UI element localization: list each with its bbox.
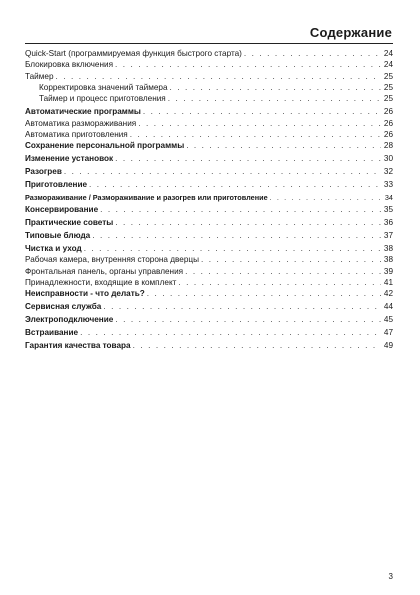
toc-entry-label: Сервисная служба [25,302,102,312]
toc-section[interactable] [25,340,393,351]
toc-entry-label: Размораживание / Размораживание и разогрев или приготовление [25,192,268,202]
dot-leader [80,327,381,338]
dot-leader [186,140,381,151]
toc-section[interactable] [25,204,393,215]
dot-leader [115,59,381,70]
page-title: Содержание [309,25,392,40]
dot-leader [84,243,381,254]
toc-entry-page: 42 [383,289,393,299]
table-of-contents [25,48,393,351]
toc-entry-page: 38 [383,255,393,265]
toc-section[interactable] [25,192,393,203]
toc-entry-page: 38 [383,244,393,253]
dot-leader [244,48,381,59]
toc-section[interactable] [25,243,393,254]
toc-entry-page: 41 [383,278,393,288]
toc-entry-page: 39 [383,266,393,276]
toc-entry-label: Автоматика приготовления [25,129,128,139]
toc-entry-page: 30 [383,154,393,164]
toc-section[interactable] [25,314,393,325]
dot-leader [64,166,381,177]
toc-section[interactable] [25,301,393,312]
toc-entry[interactable] [25,59,393,70]
toc-entry-page: 28 [383,141,393,151]
toc-section[interactable] [25,140,393,151]
toc-section[interactable] [25,153,393,164]
toc-section[interactable] [25,106,393,117]
toc-entry-label: Quick-Start (программируемая функция быстрого старта) [25,49,242,58]
dot-leader [147,288,381,299]
toc-entry-label: Изменение установок [25,154,114,164]
toc-entry-page: 47 [383,327,393,337]
dot-leader [185,266,381,277]
page-number: 3 [388,572,393,581]
dot-leader [138,118,381,129]
toc-entry-page: 49 [383,340,393,350]
dot-leader [270,192,381,203]
toc-entry-label: Практические советы [25,218,114,228]
toc-entry-label: Типовые блюда [25,231,91,241]
toc-entry-label: Приготовление [25,179,88,189]
toc-section[interactable] [25,230,393,241]
toc-entry-page: 24 [383,60,393,70]
toc-entry-page: 44 [383,302,393,312]
toc-section[interactable] [25,217,393,228]
toc-entry-label: Встраивание [25,327,79,337]
dot-leader [168,93,381,104]
toc-section[interactable] [25,327,393,338]
dot-leader [130,129,381,140]
toc-entry-label: Таймер и процесс приготовления [39,94,166,104]
toc-entry-label: Автоматика размораживания [25,118,137,128]
toc-entry-page: 34 [384,192,393,202]
toc-section[interactable] [25,288,393,299]
toc-entry-label: Гарантия качества товара [25,340,131,350]
dot-leader [100,204,381,215]
toc-entry-label: Корректировка значений таймера [39,83,168,93]
toc-entry-page: 36 [383,218,393,228]
toc-entry-label: Сохранение персональной программы [25,141,185,151]
toc-entry-page: 26 [383,107,393,117]
toc-entry-page: 32 [383,166,393,176]
toc-entry-page: 26 [383,129,393,139]
toc-entry[interactable] [25,277,393,288]
dot-leader [201,254,381,265]
toc-entry-label: Электроподключение [25,315,114,325]
title-divider [25,43,393,44]
toc-entry[interactable] [25,254,393,265]
toc-entry[interactable] [25,48,393,59]
dot-leader [115,217,381,228]
dot-leader [89,179,381,190]
toc-entry[interactable] [25,129,393,140]
toc-section[interactable] [25,166,393,177]
toc-entry-label: Чистка и уход [25,244,82,253]
toc-entry-page: 25 [383,71,393,81]
toc-entry[interactable] [25,71,393,82]
toc-entry-label: Автоматические программы [25,107,141,117]
toc-entry-page: 24 [383,49,393,58]
toc-entry-page: 35 [383,205,393,215]
dot-leader [115,153,381,164]
dot-leader [143,106,381,117]
toc-entry-page: 26 [383,118,393,128]
dot-leader [170,82,381,93]
toc-entry-label: Рабочая камера, внутренняя сторона дверцы [25,255,199,265]
toc-entry-page: 33 [383,179,393,189]
dot-leader [178,277,381,288]
toc-entry[interactable] [25,118,393,129]
toc-entry-label: Принадлежности, входящие в комплект [25,278,177,288]
dot-leader [103,301,381,312]
toc-subentry[interactable] [25,82,393,93]
dot-leader [92,230,381,241]
dot-leader [133,340,381,351]
toc-entry-page: 25 [383,94,393,104]
dot-leader [115,314,381,325]
toc-entry-label: Таймер [25,71,54,81]
toc-entry-page: 25 [383,83,393,93]
toc-entry-page: 37 [383,231,393,241]
dot-leader [56,71,382,82]
toc-entry-label: Разогрев [25,166,62,176]
toc-entry[interactable] [25,266,393,277]
toc-subentry[interactable] [25,93,393,104]
toc-entry-page: 45 [383,315,393,325]
toc-entry-label: Консервирование [25,205,99,215]
toc-entry-label: Фронтальная панель, органы управления [25,266,184,276]
toc-entry-label: Блокировка включения [25,60,114,70]
toc-entry-label: Неисправности - что делать? [25,289,145,299]
toc-section[interactable] [25,179,393,190]
